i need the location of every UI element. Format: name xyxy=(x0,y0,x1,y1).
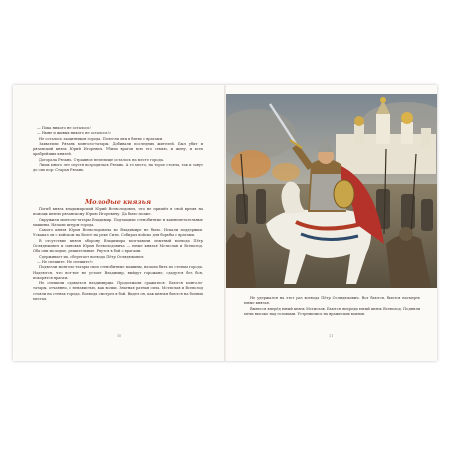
paragraph: Захватили Рязань монголо-татары. Добивали последних жителей. Был убит и рязанский князь Юрий Игоревич. Убили врагов всю его семью, и жену, и всех храбрейших князей. xyxy=(33,141,203,157)
text-block-right xyxy=(244,296,420,317)
paragraph: Не осталось защитников города. Полегли они в битве с врагами. xyxy=(39,136,164,141)
right-page xyxy=(226,85,437,361)
book-spread xyxy=(13,85,437,361)
paragraph: Погиб князь владимирский Юрий Всеволодович, что не пришёл в свой время на помощь князю рязанскому Юрию Игоревичу. Да было позже. xyxy=(33,207,203,217)
paragraph: Самого князя Юрия Всеволодовича во Владимире не было. Искали поддержки. Ускакал он с войском на Волге на реке Сити. Собирал войско для борьбы с врагами. xyxy=(33,228,203,238)
paragraph: Вынесся вперёд юный князь Мстислав. Бьются впереди юный князь Всеволод. Подняли мечи высоко над головами. Устремились на вражеских воинов. xyxy=(244,306,420,316)
paragraph: В отсутствие князя оборону Владимира возглавили опытный воевода Пётр Ослядюкович и сыновья Юрия Всеволодовича — юные князья Мстислав и Всеволод. Оба они молодые, решительные. Рвутся в бой с врагами. xyxy=(33,238,203,254)
left-page xyxy=(13,85,224,361)
paragraph: Не спешили сдаваться владимирцы. Продолжали сражаться. Бьются монголо-татары, отчаянно, с ненавистью, как волки. Знатная ратная сила. Мстислав и Всеволод стояли на стенах города. Воевода смотрел в бой. Видел он, как князья бьются на боевых местах. xyxy=(33,281,203,302)
paragraph: Лишь много лет спустя возродилась Рязань. А то место, на торое стояла, так и зовут до сих пор: Старая Рязань. xyxy=(33,163,203,173)
battle-illustration xyxy=(226,94,437,288)
paragraph: Сдерживает их, сберегает воевода Пётр Ослядюкович: xyxy=(39,254,145,259)
paragraph: Догорала Рязань. Страшное пепелище осталось на месте города. xyxy=(39,157,164,162)
paragraph: Подвезли монголо-татары свои стенобитные машины, начали бить по стенам города. Надеются, что вот-вот не устоит Владимир, выйдут горожане, сдадутся без боя, покорятся врагам. xyxy=(33,265,203,280)
paragraph: Не удержался на этот раз воевода Пётр Ослядюкович. Вот бьются, бьются насмерть юные князья. xyxy=(244,296,420,306)
text-block-mid xyxy=(33,207,203,302)
paragraph: Окружили монголо-татары Владимир. Подтащили стенобитные и камнеметательные машины. Начали штурм города. xyxy=(33,217,203,227)
paragraph: — Не спешите. Не спешите!» xyxy=(37,259,94,264)
paragraph: — Пока никого не осталось! xyxy=(37,126,91,130)
chapter-heading: Молодые князья xyxy=(84,198,152,206)
paragraph: — Ныне и живых никого не осталось!» xyxy=(37,131,112,136)
text-block-top xyxy=(33,126,203,174)
page-number: 10 xyxy=(117,334,122,338)
page-number: 11 xyxy=(329,334,334,338)
